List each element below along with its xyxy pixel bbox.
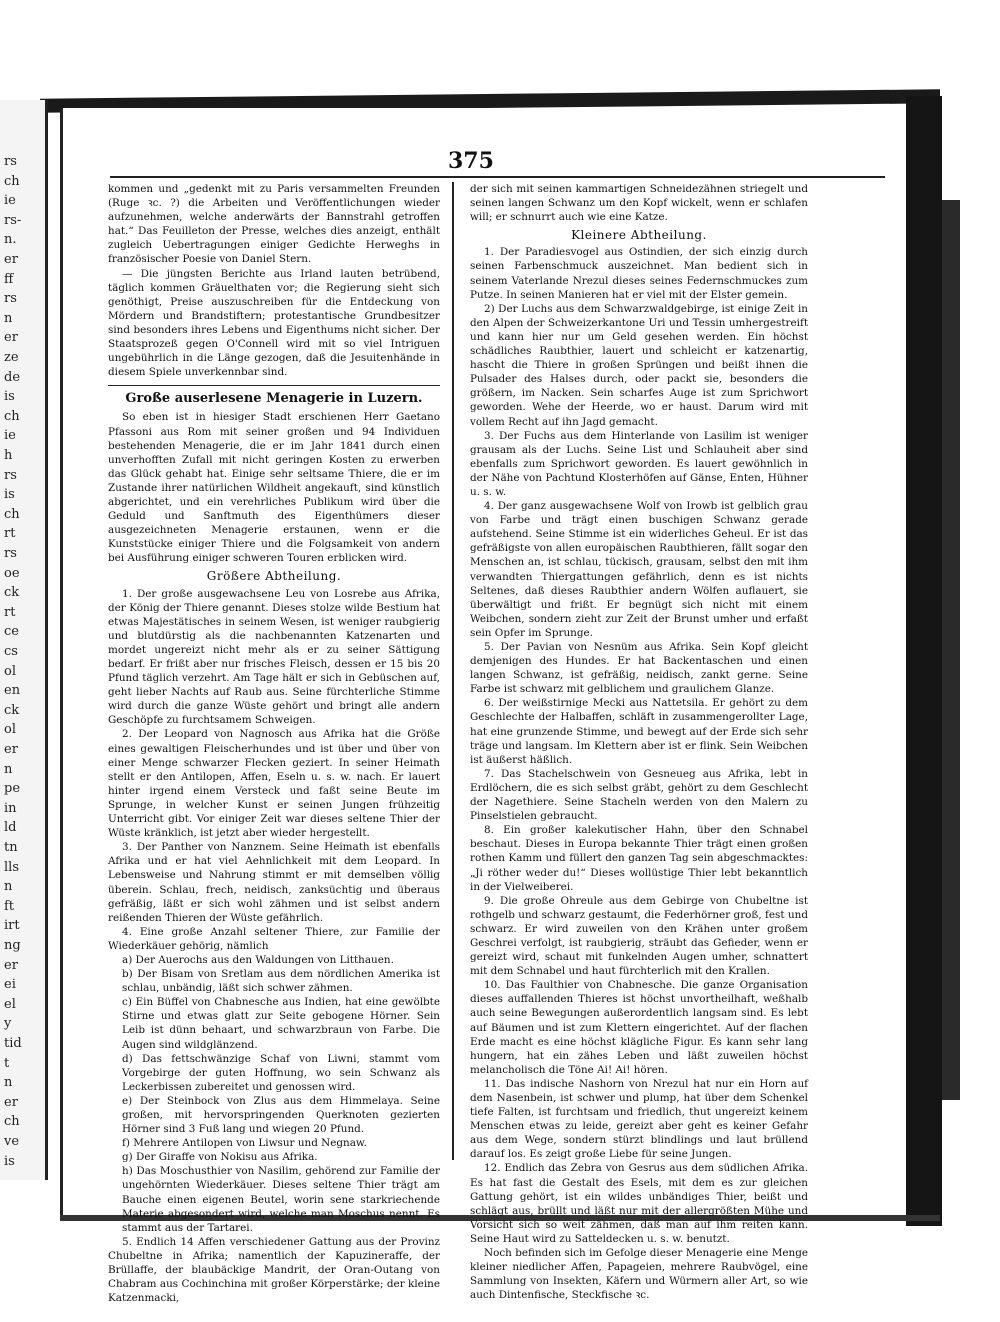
margin-fragment: ff bbox=[4, 271, 14, 287]
animal-item-5: 5. Endlich 14 Affen verschiedener Gattung aus der Provinz Chubeltne in Afrika; namentlich der Kapuzineraffe, der Brüllaffe, der blaubäckige Mandrit, der Oran-Outang von Chabram aus Cochinchina mit großer Körperstärke; der kleine Katzenmacki, bbox=[108, 1235, 440, 1305]
small-item-6: 6. Der weißstirnige Mecki aus Nattetsila. Er gehört zu dem Geschlechte der Halbaffen, schläft in zusammengerollter Lage, hat eine grunzende Stimme, und bewegt auf der Erde sich sehr träge und langsam. Im Klettern aber ist er flink. Sein Weibchen ist äußerst häßlich. bbox=[470, 697, 808, 766]
margin-fragment: rt bbox=[4, 604, 16, 620]
animal-item-1: 1. Der große ausgewachsene Leu von Losrebe aus Afrika, der König der Thiere genannt. Dieses stolze wilde Bestium hat etwas Majestätisches in seinem Wesen, ist weniger raubgierig und blutdürstig als die nachbenannten Katzenarten und mordet ungereizt nicht mehr als er zu seiner Sättigung bedarf. Er frißt aber nur frisches Fleisch, dessen er 15 bis 20 Pfund täglich verzehrt. Am Tage hält er sich in Gebüschen auf, geht lieber Nachts auf Raub aus. Seine fürchterliche Stimme wird durch die ganze Wüste gehört und bringt alle andern Geschöpfe zu furchtsamem Schweigen. bbox=[108, 587, 440, 727]
margin-fragment: n bbox=[4, 879, 13, 895]
margin-fragment: ch bbox=[4, 1114, 20, 1130]
small-item-2: 2) Der Luchs aus dem Schwarzwaldgebirge, ist einige Zeit in den Alpen der Schweizerkantone Uri und Tessin umhergestreift und kann hier nur um Geld gesehen werden. Ein höchst schädliches Raubthier, lauert und schleicht er katzenartig, hascht die Thiere in großen Sprüngen und beißt ihnen die Pulsader des Halses durch, oder packt sie, besonders die größern, im Nacken. Sein scharfes Auge ist zum Sprichwort geworden. Wehe der Heerde, wo er haust. Darum wird mit vollem Recht auf ihn Jagd gemacht. bbox=[470, 302, 808, 428]
facing-page-edge bbox=[0, 100, 48, 1180]
margin-fragment: er bbox=[4, 742, 18, 757]
margin-fragment: er bbox=[4, 957, 18, 973]
menagerie-headline: Große auserlesene Menagerie in Luzern. bbox=[125, 391, 423, 407]
book-right-shadow bbox=[942, 200, 960, 1100]
right-column bbox=[470, 182, 808, 1302]
small-item-4: 4. Der ganz ausgewachsene Wolf von Irowb ist gelblich grau von Farbe und trägt einen buschigen Schwanz gerade aufstehend. Seine Stimme ist ein widerliches Geheul. Er ist das gefräßigste von allen europäischen Raubthieren, fällt sogar den Menschen an, ist schlau, tückisch, grausam, selbst den mit ihm verwandten Thiergattungen gefährlich, denn es ist nichts Seltenes, daß dieses Raubthier andern Wölfen auflauert, sie überwältigt und frißt. Er begnügt sich nicht mit einem Weibchen, sondern zieht zur Zeit der Brunst umher und erfaßt sein Opfer im Sprunge. bbox=[470, 500, 808, 639]
margin-fragment: ol bbox=[4, 663, 16, 679]
margin-fragment: ft bbox=[4, 898, 15, 914]
section-rule bbox=[108, 385, 440, 386]
margin-fragment: rs- bbox=[4, 212, 22, 228]
small-item-1: 1. Der Paradiesvogel aus Ostindien, der sich einzig durch seinen Farbenschmuck auszeichnet. Man bedient sich in seinem Vaterlande Nrezul dieses seines Federnschmuckes zum Putze. In seinen Manieren hat er viel mit der Elster gemein. bbox=[470, 246, 808, 301]
subitem-h: h) Das Moschusthier von Nasilim, gehörend zur Familie der ungehörnten Wiederkäuer. Dieses seltene Thier trägt am Bauche einen eigenen Beutel, worin sene starkriechende Materie abgesondert wird, welche man Moschus nennt. Es stammt aus der Tartarei. bbox=[122, 1165, 440, 1234]
subitem-g: g) Der Giraffe von Nokisu aus Afrika. bbox=[122, 1151, 318, 1164]
left-column bbox=[108, 182, 440, 1305]
margin-fragment: ei bbox=[4, 977, 16, 993]
margin-fragment: lls bbox=[4, 859, 19, 875]
margin-fragment: en bbox=[4, 683, 21, 699]
margin-fragment: n bbox=[4, 761, 13, 777]
small-item-5: 5. Der Pavian von Nesnüm aus Afrika. Sein Kopf gleicht demjenigen des Hundes. Er hat Backentaschen und einen langen Schwanz, ist gefräßig, neidisch, zankt gerne. Seine Farbe ist schwarz mit gelblichem und graulichem Glanze. bbox=[470, 641, 808, 696]
small-item-10: 10. Das Faulthier von Chabnesche. Die ganze Organisation dieses auffallenden Thieres ist höchst unvortheilhaft, weßhalb auch seine Bewegungen außerordentlich langsam sind. Es lebt auf Bäumen und ist zum Klettern eingerichtet. Auf der flachen Erde macht es eine höchst klägliche Figur. Es kann sehr lang hungern, hat ein zähes Leben und läßt zuweilen höchst melancholisch die Töne Ai! Ai! hören. bbox=[470, 979, 808, 1076]
animal-item-4: 4. Eine große Anzahl seltener Thiere, zur Familie der Wiederkäuer gehörig, nämlich bbox=[108, 925, 440, 952]
margin-fragment: ie bbox=[4, 428, 16, 444]
margin-fragment: n. bbox=[4, 232, 17, 248]
margin-fragment: n bbox=[4, 310, 13, 326]
margin-fragment: rs bbox=[4, 546, 17, 561]
margin-fragment: y bbox=[4, 1016, 12, 1032]
margin-fragment: ch bbox=[4, 173, 20, 189]
margin-fragment: t bbox=[4, 1055, 10, 1071]
larger-section-title: Größere Abtheilung. bbox=[206, 569, 342, 584]
smaller-section-title: Kleinere Abtheilung. bbox=[571, 228, 707, 243]
margin-fragment: rs bbox=[4, 467, 17, 483]
small-item-12: 12. Endlich das Zebra von Gesrus aus dem südlichen Afrika. Es hat fast die Gestalt des Esels, mit dem es zur gleichen Gattung gehört, ist ein wildes unbändiges Thier, beißt und schlägt aus, brüllt und läßt nur mit der allergrößten Mühe und Vorsicht sich so weit zähmen, daß man auf ihm reiten kann. Seine Haut wird zu Satteldecken u. s. w. benutzt. bbox=[470, 1162, 808, 1245]
margin-fragment: ie bbox=[4, 193, 16, 209]
margin-fragment: ch bbox=[4, 506, 20, 522]
small-item-8: 8. Ein großer kalekutischer Hahn, über den Schnabel beschaut. Dieses in Europa bekannte Thier trägt einen großen rothen Kamm und füllert den ganzen Tag sein abgeschmacktes: „Ji röther weder du!“ Dieses wollüstige Thier lebt bekanntlich in der Vielweiberei. bbox=[470, 824, 808, 893]
subitem-b: b) Der Bisam von Sretlam aus dem nördlichen Amerika ist schlau, unbändig, läßt sich schwer zähmen. bbox=[122, 968, 440, 995]
menagerie-intro: So eben ist in hiesiger Stadt erschienen Herr Gaetano Pfassoni aus Rom mit seiner großen und 94 Individuen bestehenden Menagerie, die er im Jahr 1841 durch einen unverhofften Zufall mit nicht geringen Kosten zu erwerben das Glück gehabt hat. Einige sehr seltsame Thiere, die er im Zustande ihrer natürlichen Wildheit angekauft, sind künstlich abgerichtet, und ein verehrliches Publikum wird über die Geduld und Sanftmuth des Eigenthümers dieser ausgezeichneten Menagerie erstaunen, wenn er die Kunststücke einiger Thiere und die Folgsamkeit von andern bei Ausführung einiger schweren Touren erblicken wird. bbox=[108, 411, 440, 565]
margin-fragment: cs bbox=[4, 644, 18, 659]
margin-fragment: pe bbox=[4, 781, 21, 797]
subitem-d: d) Das fettschwänzige Schaf von Liwni, stammt vom Vorgebirge der guten Hoffnung, wo sein Schwanz als Leckerbissen zubereitet und genossen wird. bbox=[122, 1052, 440, 1093]
margin-fragment: oe bbox=[4, 565, 20, 581]
margin-fragment: er bbox=[4, 1094, 18, 1110]
margin-fragment: rs bbox=[4, 291, 17, 307]
margin-fragment: h bbox=[4, 448, 13, 463]
margin-fragment: tid bbox=[4, 1036, 22, 1051]
subitem-a: a) Der Auerochs aus den Waldungen von Litthauen. bbox=[122, 953, 394, 966]
small-item-9: 9. Die große Ohreule aus dem Gebirge von Chubeltne ist rothgelb und schwarz gestaumt, die Federhörner groß, fest und schwarz. Er wird zuweilen von den Krähen unter großem Geschrei verfolgt, ist raubgierig, sträubt das Gefieder, wenn er gereizt wird, schaut mit funkelnden Augen umher, schnattert mit dem Schnabel und haut fürchterlich mit den Krallen. bbox=[470, 894, 808, 978]
page-number: 375 bbox=[448, 148, 494, 174]
column-divider bbox=[452, 182, 454, 1160]
margin-fragment: el bbox=[4, 996, 16, 1012]
small-item-7: 7. Das Stachelschwein von Gesneueg aus Afrika, lebt in Erdlöchern, die es sich selbst gräbt, gehört zu dem Geschlecht der Nagethiere. Seine Stacheln werden von den Malern zu Pinselstielen gebraucht. bbox=[470, 767, 808, 823]
animal-item-3: 3. Der Panther von Nanznem. Seine Heimath ist ebenfalls Afrika und er hat viel Aehnlichkeit mit dem Leopard. In Lebensweise und Nahrung stimmt er mit demselben völlig überein. Schlau, frech, neidisch, zanksüchtig und überaus gefräßig, läßt er sich wohl zähmen und ist selbst andern reißenden Thieren der Wüste gefährlich. bbox=[108, 841, 440, 924]
margin-fragment: is bbox=[4, 487, 15, 503]
book-right-edge bbox=[906, 96, 942, 1226]
paris-paragraph: kommen und „gedenkt mit zu Paris versammelten Freunden (Ruge ꝛc. ?) die Arbeiten und Veröffentlichungen wieder aufzunehmen, welche anderwärts der Bannstrahl getroffen hat.“ Das Feuilleton der Presse, welches dies anzeigt, enthält zugleich Uebertragungen einiger Gedichte Herweghs in französischer Poesie von Daniel Stern. bbox=[108, 183, 440, 266]
margin-fragment: ce bbox=[4, 624, 19, 640]
subitem-c: c) Ein Büffel von Chabnesche aus Indien, hat eine gewölbte Stirne und etwas glatt zur Seite gebogene Hörner. Sein Leib ist dünn behaart, und schwarzbraun von Farbe. Die Augen sind wildglänzend. bbox=[122, 996, 440, 1051]
header-rule bbox=[110, 176, 885, 178]
margin-fragment: ld bbox=[4, 820, 17, 836]
ireland-paragraph: — Die jüngsten Berichte aus Irland lauten betrübend, täglich kommen Gräuelthaten vor; die Regierung sieht sich genöthigt, Preise auszuschreiben für die Entdeckung von Mördern und Brandstiftern; protestantische Grundbesitzer sind besonders ihres Lebens und Eigenthums nicht sicher. Der Staatsprozeß gegen O'Connell wird mit so viel Intriguen ungebührlich in die Länge gezogen, daß die Jesuitenhände in diesem Spiele unverkennbar sind. bbox=[108, 267, 440, 379]
margin-fragment: ck bbox=[4, 702, 20, 718]
margin-fragment: irt bbox=[4, 918, 20, 934]
margin-fragment: ch bbox=[4, 408, 20, 424]
margin-fragment: is bbox=[4, 389, 15, 405]
closing-paragraph: Noch befinden sich im Gefolge dieser Menagerie eine Menge kleiner niedlicher Affen, Papageien, mehrere Raubvögel, eine Sammlung von Insekten, Käfern und Würmern aller Art, so wie auch Dintenfische, Steckfische ꝛc. bbox=[470, 1247, 808, 1302]
animal-item-2: 2. Der Leopard von Nagnosch aus Afrika hat die Größe eines gewaltigen Fleischerhundes und ist über und über von einer Menge schwarzer Flecken geziert. In seiner Heimath stellt er den Antilopen, Affen, Eseln u. s. w. nach. Er lauert hinter irgend einem Versteck und faßt seine Beute im Sprunge, in welcher Kunst er seinen Jungen frühzeitig Unterricht gibt. Vor einiger Zeit war dieses seltene Thier der Wüste kränklich, ist jetzt aber wieder hergestellt. bbox=[108, 728, 440, 840]
margin-fragment: ck bbox=[4, 585, 20, 601]
subitem-f: f) Mehrere Antilopen von Liwsur und Negnaw. bbox=[122, 1137, 367, 1150]
margin-fragment: ol bbox=[4, 722, 16, 738]
margin-fragment: er bbox=[4, 252, 18, 267]
margin-fragment: is bbox=[4, 1153, 15, 1169]
small-item-3: 3. Der Fuchs aus dem Hinterlande von Lasilim ist weniger grausam als der Luchs. Seine List und Schlauheit aber sind ebenfalls zum Sprichwort geworden. Es lauert gewöhnlich in der Nähe von Pachtund Klosterhöfen auf Gänse, Enten, Hühner u. s. w. bbox=[470, 429, 808, 498]
margin-fragment: ng bbox=[4, 938, 21, 953]
margin-fragment: ve bbox=[4, 1134, 20, 1149]
margin-fragment: de bbox=[4, 369, 21, 385]
top-margin bbox=[0, 0, 1000, 100]
margin-fragment: in bbox=[4, 800, 17, 816]
margin-fragment: er bbox=[4, 330, 18, 346]
margin-fragment: tn bbox=[4, 840, 18, 855]
small-item-11: 11. Das indische Nashorn von Nrezul hat nur ein Horn auf dem Nasenbein, ist schwer und plump, hat über dem Schenkel tiefe Falten, ist furchtsam und friedlich, thut ungereizt keinem Menschen etwas zu leide, gereizt aber geht es keiner Gefahr aus dem Wege, sondern stürzt blindlings und laut brüllend darauf los. Es zeigt große Liebe für seine Jungen. bbox=[470, 1077, 808, 1161]
continuation-paragraph: der sich mit seinen kammartigen Schneidezähnen striegelt und seinen langen Schwanz um den Kopf wickelt, wenn er schlafen will; er schnurrt auch wie eine Katze. bbox=[470, 183, 808, 224]
subitem-e: e) Der Steinbock von Zlus aus dem Himmelaya. Seine großen, mit hervorspringenden Querknoten gezierten Hörner sind 3 Fuß lang und wiegen 20 Pfund. bbox=[122, 1094, 440, 1136]
margin-fragment: ze bbox=[4, 350, 19, 365]
margin-fragment: rs bbox=[4, 154, 17, 169]
margin-fragment: n bbox=[4, 1075, 13, 1091]
margin-fragment: rt bbox=[4, 526, 16, 542]
